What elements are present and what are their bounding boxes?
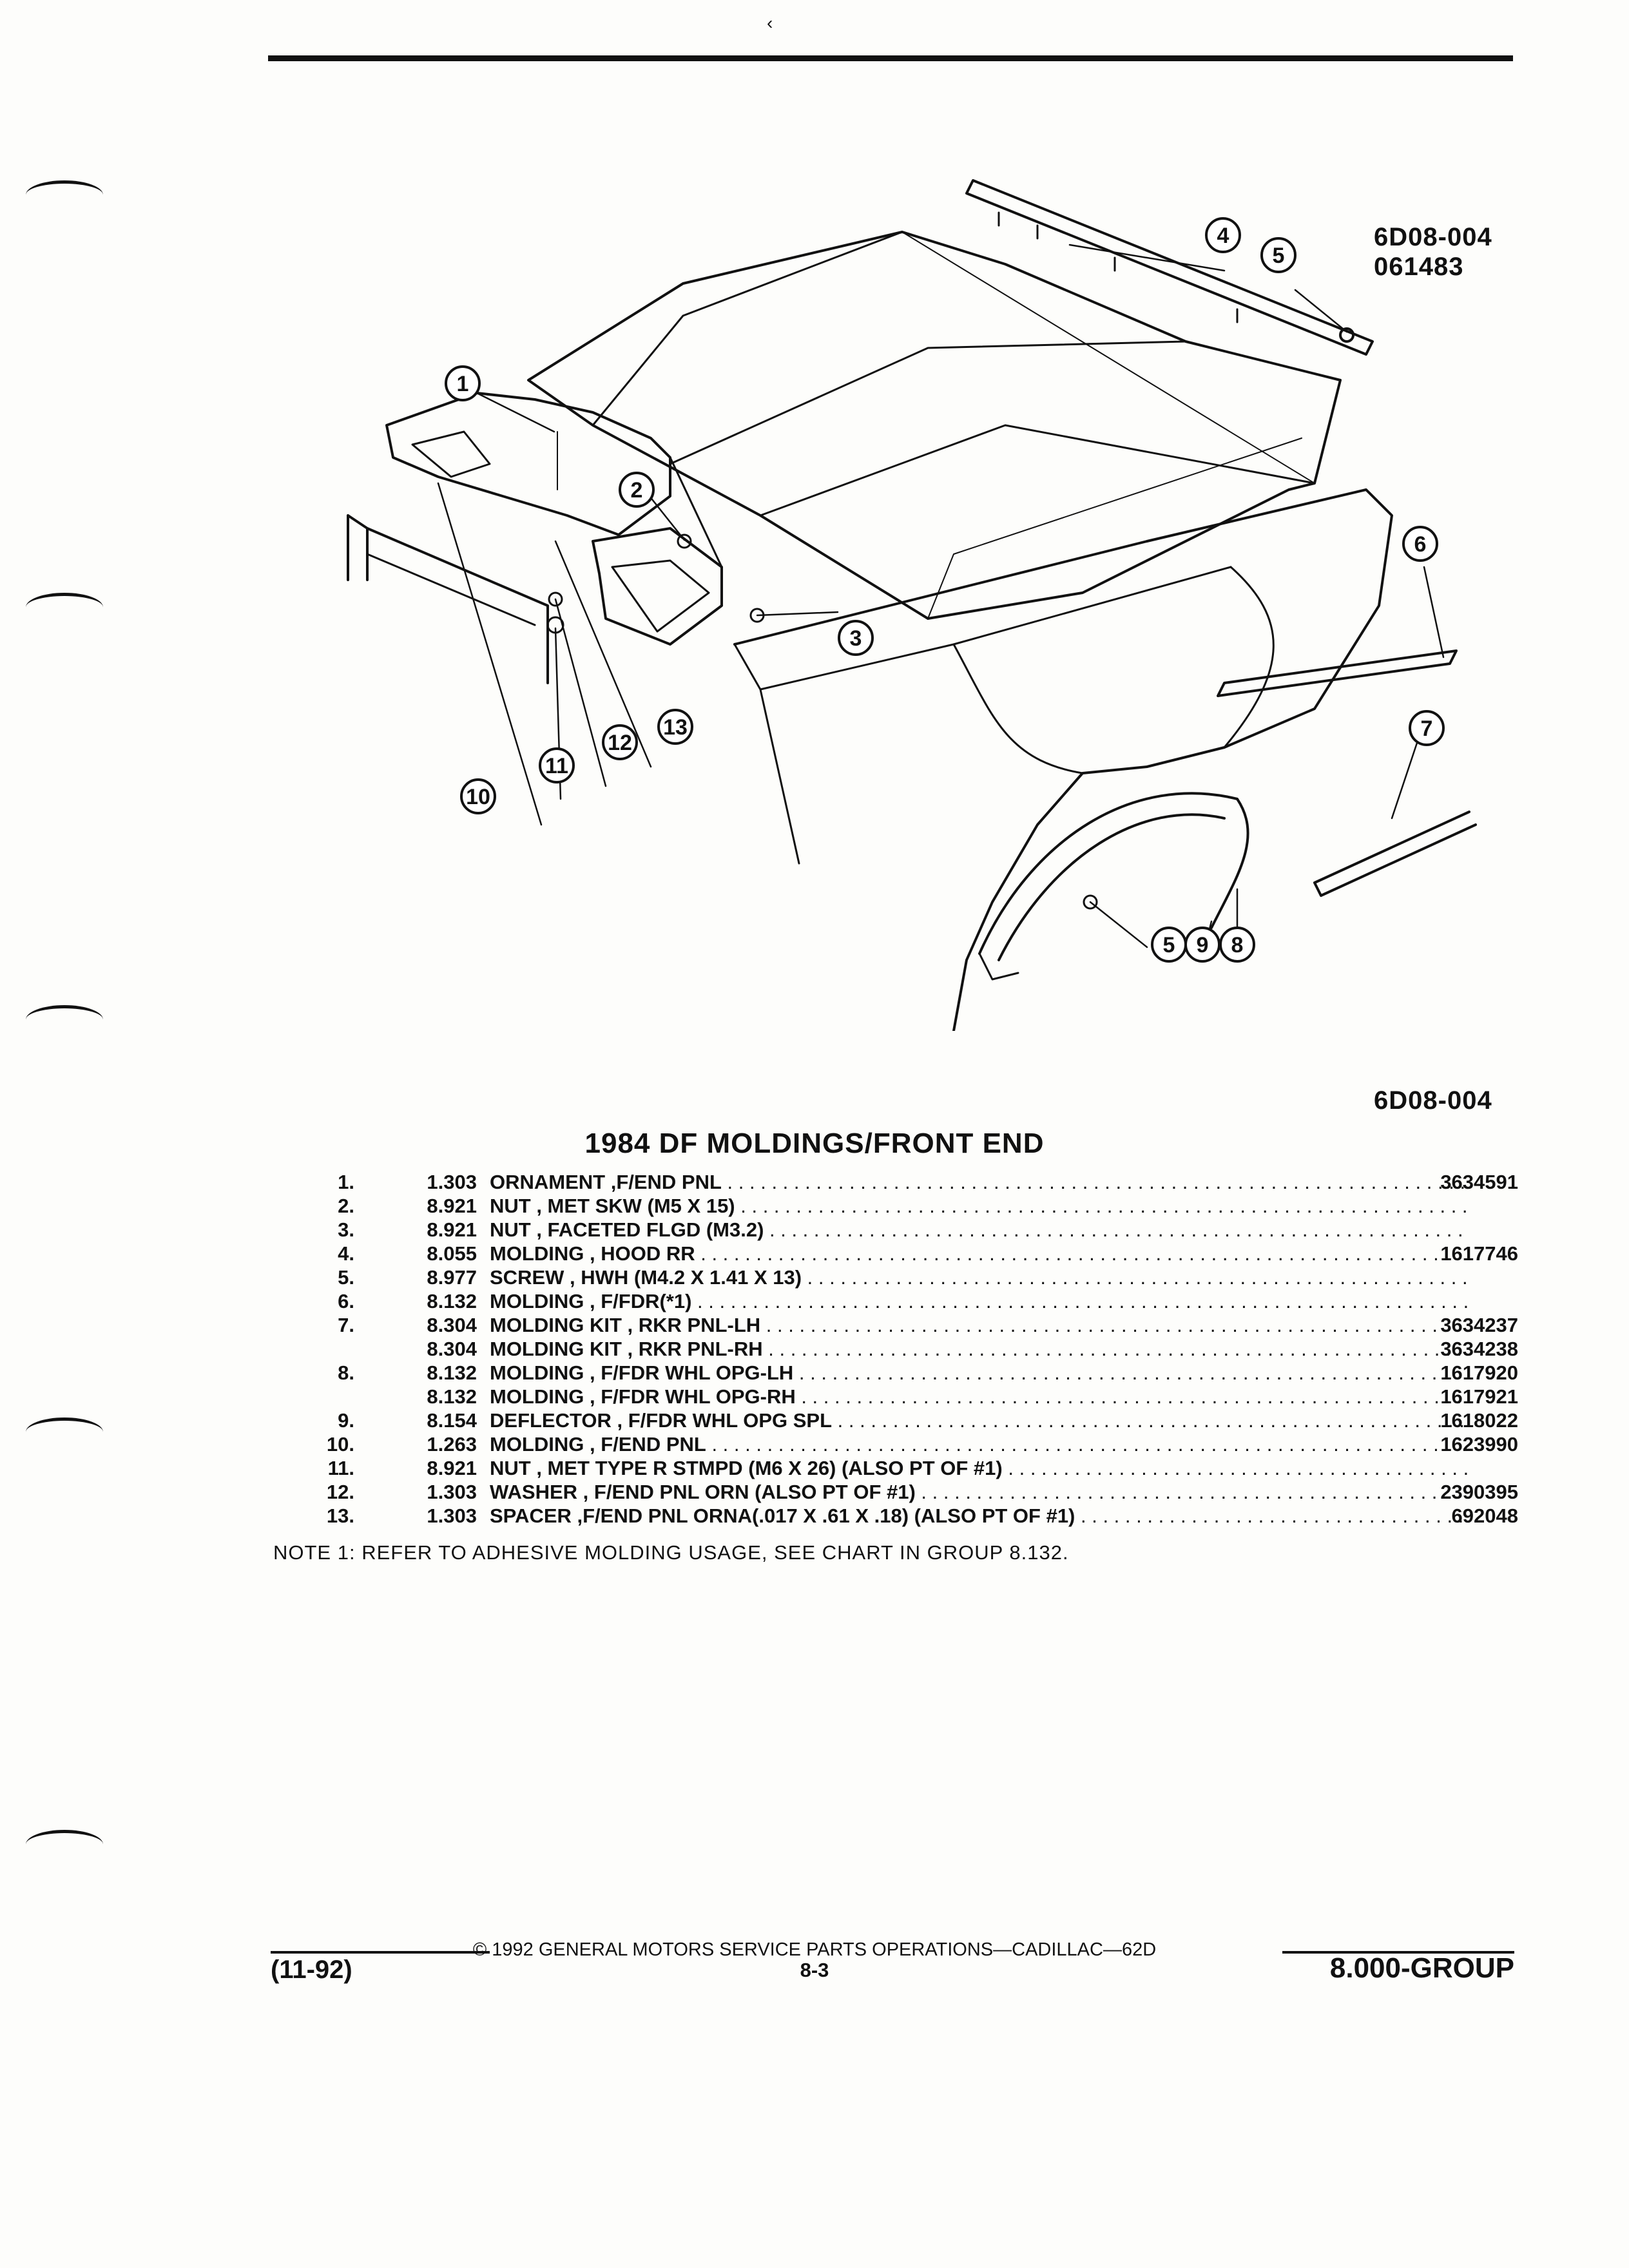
figure-code-bottom: 6D08-004 [1374, 1086, 1492, 1115]
callout-1 [446, 367, 479, 400]
callout-9 [1186, 928, 1219, 961]
svg-text:10: 10 [466, 785, 490, 809]
list-item: 7. 8.304 MOLDING KIT , RKR PNL-LH . . . 3634237 [284, 1313, 1521, 1337]
list-item: 11. 8.921 NUT , MET TYPE R STMPD (M6 X 26) (ALSO PT OF #1) . . . [284, 1456, 1521, 1480]
callout-4 [1206, 218, 1240, 252]
svg-text:8: 8 [1231, 933, 1244, 957]
svg-text:1: 1 [456, 372, 469, 396]
punch-hole-mark [26, 1830, 103, 1859]
punch-hole-mark [26, 593, 103, 622]
group-label: 8.000-GROUP [1329, 1952, 1514, 1984]
svg-text:5: 5 [1162, 933, 1175, 957]
list-item: 1. 1.303 ORNAMENT ,F/END PNL . . . 3634591 [284, 1170, 1521, 1194]
svg-text:9: 9 [1196, 933, 1209, 957]
svg-text:7: 7 [1420, 716, 1433, 741]
svg-text:4: 4 [1217, 224, 1229, 248]
list-item: 9. 8.154 DEFLECTOR , F/FDR WHL OPG SPL . . . 1618022 [284, 1408, 1521, 1432]
list-item: 2. 8.921 NUT , MET SKW (M5 X 15) . . . [284, 1194, 1521, 1218]
hood-drawing [528, 232, 1340, 619]
callout-11 [540, 749, 574, 782]
callout-3 [839, 621, 872, 655]
svg-text:13: 13 [663, 715, 688, 740]
copyright: © 1992 GENERAL MOTORS SERVICE PARTS OPERATIONS—CADILLAC—62D [472, 1939, 1157, 1960]
svg-text:6: 6 [1414, 532, 1427, 557]
fender-drawing [735, 490, 1392, 1031]
list-item: 13. 1.303 SPACER ,F/END PNL ORNA(.017 X .61 X .18) (ALSO PT OF #1) . . . 692048 [284, 1504, 1521, 1528]
punch-hole-mark [26, 1005, 103, 1034]
list-item: 8.304 MOLDING KIT , RKR PNL-RH . . . 3634238 [284, 1337, 1521, 1361]
header-mark: ‹ [767, 13, 773, 33]
list-item: 3. 8.921 NUT , FACETED FLGD (M3.2) . . . [284, 1218, 1521, 1242]
rocker-molding-drawing [1315, 812, 1476, 896]
top-rule [268, 55, 1513, 61]
list-item: 8. 8.132 MOLDING , F/FDR WHL OPG-LH . . . 1617920 [284, 1361, 1521, 1385]
callout-13 [659, 710, 692, 744]
page-title: 1984 DF MOLDINGS/FRONT END [584, 1128, 1045, 1159]
leader-lines [438, 245, 1443, 947]
punch-hole-mark [26, 180, 103, 209]
punch-hole-mark [26, 1418, 103, 1446]
figure-code: 6D08-004 [1374, 223, 1492, 251]
footnote: NOTE 1: REFER TO ADHESIVE MOLDING USAGE, SEE CHART IN GROUP 8.132. [273, 1541, 1069, 1564]
callout-5 [1262, 238, 1295, 272]
callout-10 [461, 780, 495, 813]
list-item: 4. 8.055 MOLDING , HOOD RR . . . 1617746 [284, 1242, 1521, 1265]
callout-2 [620, 473, 653, 506]
list-item: 6. 8.132 MOLDING , F/FDR(*1) . . . [284, 1289, 1521, 1313]
exploded-parts-diagram [309, 155, 1495, 1031]
svg-text:12: 12 [608, 731, 632, 755]
svg-text:11: 11 [545, 754, 568, 778]
figure-date: 061483 [1374, 253, 1464, 281]
svg-text:3: 3 [849, 626, 862, 651]
svg-text:5: 5 [1272, 244, 1285, 268]
callout-5b [1152, 928, 1186, 961]
hood-rear-molding-drawing [967, 180, 1373, 354]
list-item: 5. 8.977 SCREW , HWH (M4.2 X 1.41 X 13) . . . [284, 1265, 1521, 1289]
callout-8 [1220, 928, 1254, 961]
parts-list [284, 1170, 1521, 1528]
front-end-panel-drawing [387, 393, 722, 644]
list-item: 10. 1.263 MOLDING , F/END PNL . . . 1623990 [284, 1432, 1521, 1456]
front-end-molding-drawing [348, 515, 548, 683]
list-item: 8.132 MOLDING , F/FDR WHL OPG-RH . . . 1617921 [284, 1385, 1521, 1408]
callout-7 [1410, 711, 1443, 745]
list-item: 12. 1.303 WASHER , F/END PNL ORN (ALSO PT OF #1) . . . 2390395 [284, 1480, 1521, 1504]
callout-12 [603, 726, 637, 759]
page-number: 8-3 [800, 1959, 829, 1981]
revision-date: (11-92) [271, 1956, 352, 1984]
svg-text:2: 2 [630, 478, 643, 503]
callout-6 [1403, 527, 1437, 561]
